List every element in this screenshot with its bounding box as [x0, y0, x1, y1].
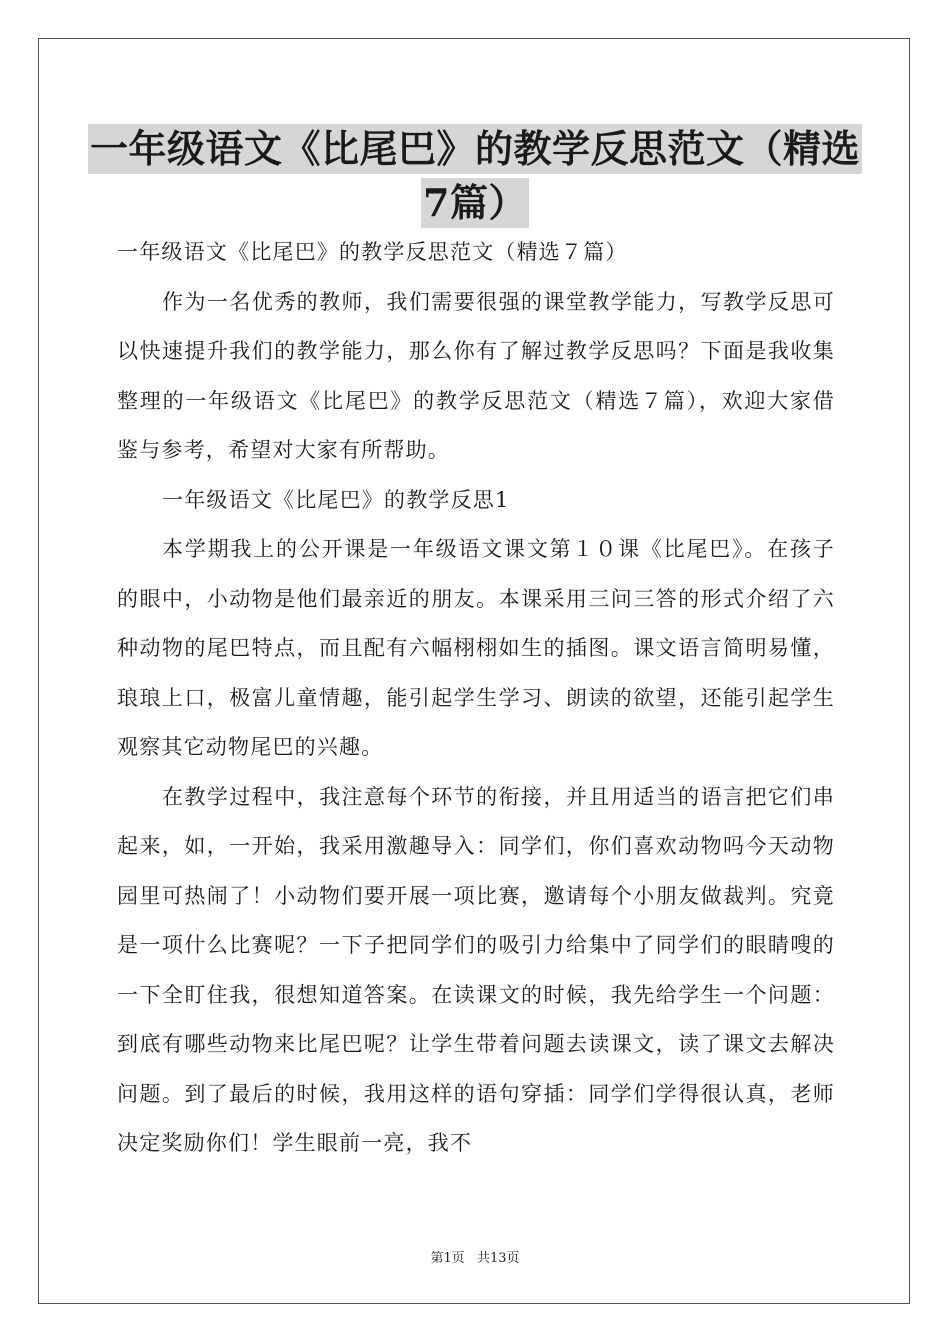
page-number: 第1页: [430, 1251, 465, 1266]
paragraph: 在教学过程中，我注意每个环节的衔接，并且用适当的语言把它们串起来，如，一开始，我采用激趣导入：同学们，你们喜欢动物吗今天动物园里可热闹了！小动物们要开展一项比赛，邀请每个小朋友做裁判。究竟是一项什么比赛呢？一下子把同学们的吸引力给集中了同学们的眼睛嗖的一下全盯住我，很想知道答案。在读课文的时候，我先给学生一个问题：到底有哪些动物来比尾巴呢？让学生带着问题去读课文，读了课文去解决问题。到了最后的时候，我用这样的语句穿插：同学们学得很认真，老师决定奖励你们！学生眼前一亮，我不: [117, 784, 835, 1155]
paragraph: 作为一名优秀的教师，我们需要很强的课堂教学能力，写教学反思可以快速提升我们的教学能力，那么你有了解过教学反思吗？下面是我收集整理的一年级语文《比尾巴》的教学反思范文（精选７篇），欢迎大家借鉴与参考，希望对大家有所帮助。: [117, 289, 835, 462]
paragraph: 本学期我上的公开课是一年级语文课文第１０课《比尾巴》。在孩子的眼中，小动物是他们最亲近的朋友。本课采用三问三答的形式介绍了六种动物的尾巴特点，而且配有六幅栩栩如生的插图。课文语言简明易懂，琅琅上口，极富儿童情趣，能引起学生学习、朗读的欲望，还能引起学生观察其它动物尾巴的兴趣。: [117, 537, 835, 759]
page-total: 共13页: [476, 1251, 520, 1266]
page-footer: [0, 1247, 950, 1266]
paragraph: 一年级语文《比尾巴》的教学反思范文（精选７篇）: [117, 240, 628, 264]
title-line-2: 7篇）: [421, 178, 529, 228]
document-title: [60, 124, 890, 228]
title-line-1: 一年级语文《比尾巴》的教学反思范文（精选: [88, 124, 862, 174]
document-body: [117, 228, 835, 1169]
section-heading: 一年级语文《比尾巴》的教学反思1: [162, 487, 510, 512]
